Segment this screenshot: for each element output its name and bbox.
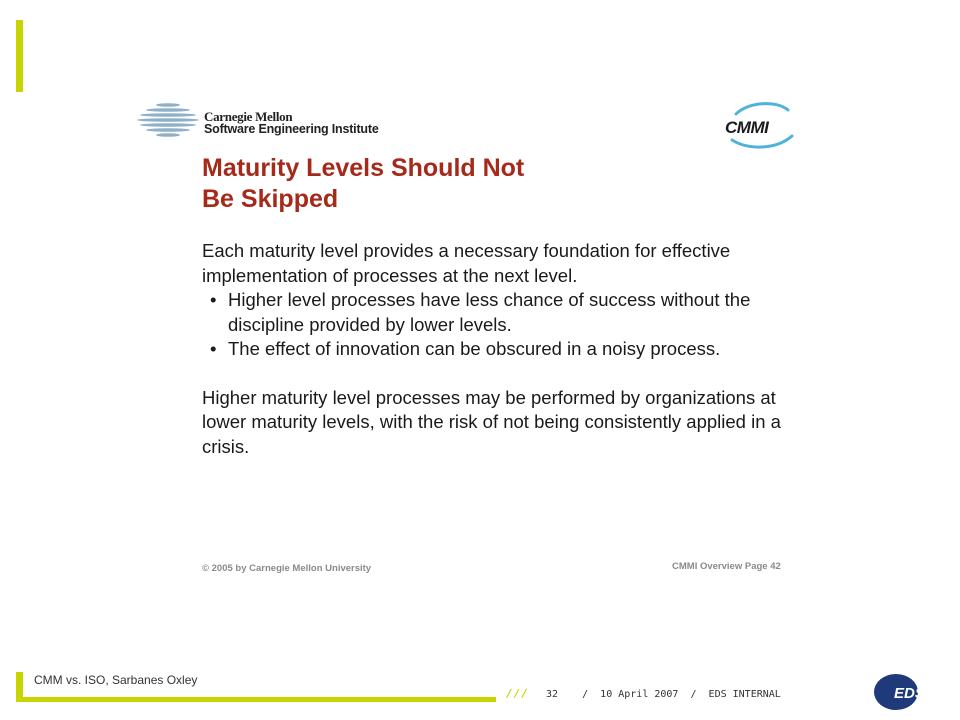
sei-logo [136, 100, 416, 140]
slide-title-line1: Maturity Levels Should Not [202, 154, 525, 182]
sei-name-line1: Carnegie Mellon [204, 109, 293, 124]
bullet-marker: • [210, 338, 217, 359]
cmmi-logo-text: CMMI [725, 118, 769, 137]
bullet-text: Higher level processes have less chance of success without the discipline provided by lower levels. [228, 289, 751, 335]
bullet-list [202, 288, 782, 362]
eds-globe-icon [872, 673, 934, 711]
slide-copyright: © 2005 by Carnegie Mellon University [202, 563, 372, 574]
bullet-text: The effect of innovation can be obscured in a noisy process. [228, 338, 721, 359]
footer-page-info: 32 / 10 April 2007 / EDS INTERNAL [546, 689, 781, 700]
embedded-slide [130, 95, 810, 585]
document-title: CMM vs. ISO, Sarbanes Oxley [34, 673, 198, 687]
slide-page-number: CMMI Overview Page 42 [672, 561, 781, 572]
accent-bar-bottom [16, 697, 496, 702]
footer-slashes: /// [506, 687, 529, 700]
slide-title [202, 153, 762, 215]
bullet-item [210, 337, 782, 362]
accent-bar-top [16, 20, 23, 92]
bullet-marker: • [210, 289, 217, 310]
sei-name-line2: Software Engineering Institute [204, 122, 379, 136]
eds-logo [872, 673, 934, 711]
slide-title-line2: Be Skipped [202, 185, 339, 213]
slide-body [202, 239, 782, 459]
bullet-item [210, 288, 782, 337]
cmmi-logo [722, 100, 802, 152]
eds-logo-text: EDS [894, 685, 925, 702]
closing-paragraph: Higher maturity level processes may be performed by organizations at lower maturity levels, with the risk of not being consistently applied in a crisis. [202, 386, 781, 457]
sei-lines-icon [136, 102, 200, 138]
intro-paragraph: Each maturity level provides a necessary foundation for effective implementation of processes at the next level. [202, 240, 731, 286]
